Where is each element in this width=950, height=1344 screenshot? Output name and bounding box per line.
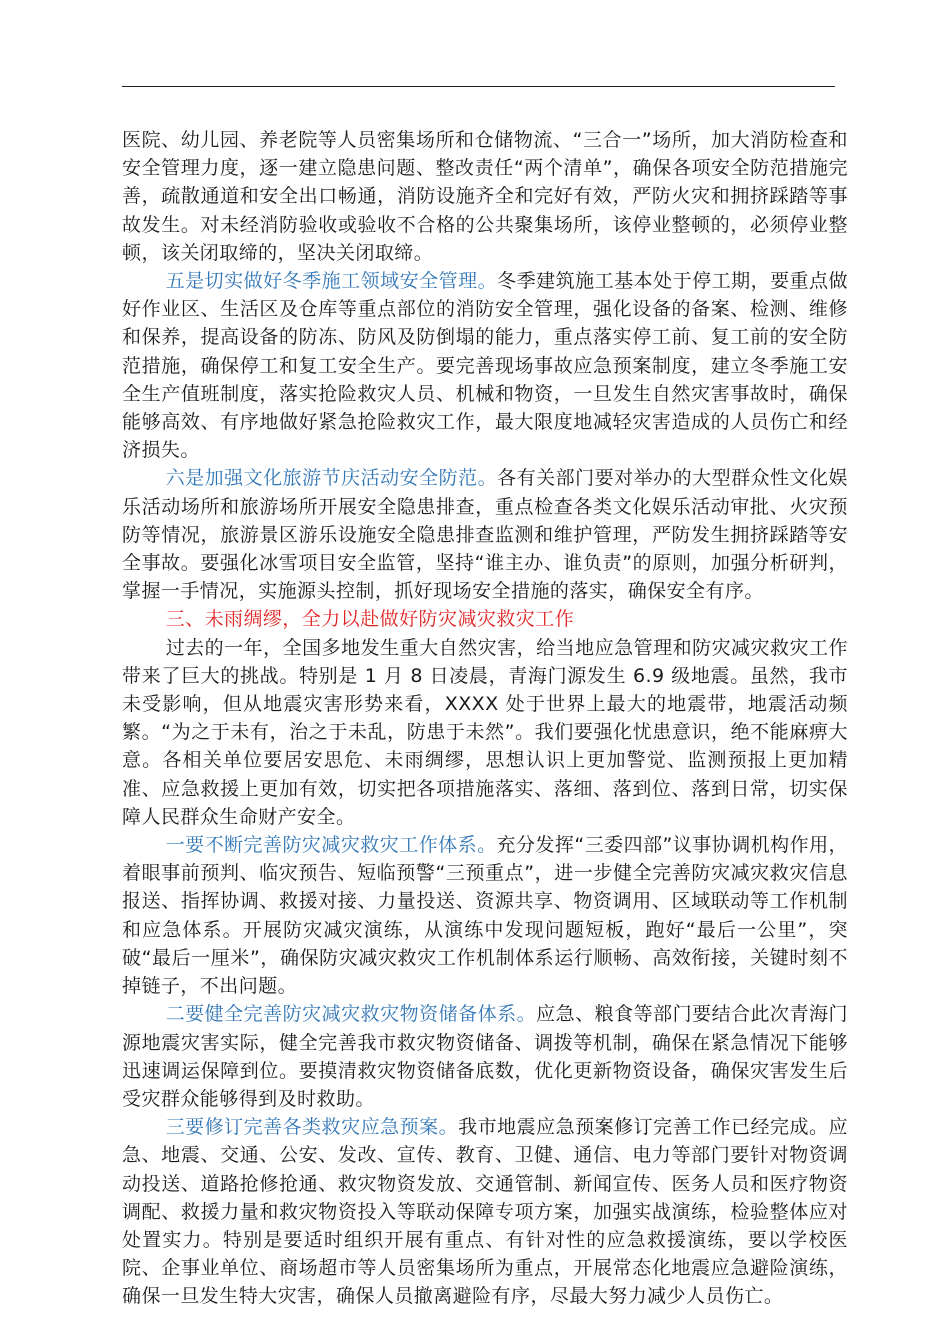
paragraph-text: 我市地震应急预案修订完善工作已经完成。应急、地震、交通、公安、发改、宣传、教育、卫健、通信、电力等部门要针对物资调动投送、道路抢修抢通、救灾物资发放、交通管制、新闻宣传、医务人员和医疗物资调配、救援力量和救灾物资投入等联动保障专项方案，加强实战演练，检验整体应对处置实力。特别是要适时组织开展有重点、有针对性的应急救援演练，要以学校医院、企事业单位、商场超市等人员密集场所为重点，开展常态化地震应急避险演练，确保一旦发生特大灾害，确保人员撤离避险有序，尽最大努力减少人员伤亡。 bbox=[122, 1116, 848, 1308]
paragraph-lead-highlight: 六是加强文化旅游节庆活动安全防范。 bbox=[165, 467, 498, 490]
paragraph-text: 过去的一年，全国多地发生重大自然灾害，给当地应急管理和防灾减灾救灾工作带来了巨大的挑战。特别是 1 月 8 日凌晨，青海门源发生 6.9 级地震。虽然，我市未受影响，但从地震灾害形势来看，XXXX 处于世界上最大的地震带，地震活动频繁。“为之于未有，治之于未乱，防患于未然”。我们要强化忧患意识，绝不能麻痹大意。各相关单位要居安思危、未雨绸缪，思想认识上更加警觉、监测预报上更加精准、应急救援上更加有效，切实把各项措施落实、落细、落到位、落到日常，切实保障人民群众生命财产安全。 bbox=[122, 636, 848, 828]
paragraph-cultural-tourism bbox=[122, 464, 848, 605]
paragraph-continuation bbox=[122, 126, 848, 267]
paragraph-text: 各有关部门要对举办的大型群众性文化娱乐活动场所和旅游场所开展安全隐患排查，重点检查各类文化娱乐活动审批、火灾预防等情况，旅游景区游乐设施安全隐患排查监测和维护管理，严防发生拥挤踩踏等安全事故。要强化冰雪项目安全监管，坚持“谁主办、谁负责”的原则，加强分析研判，掌握一手情况，实施源头控制，抓好现场安全措施的落实，确保安全有序。 bbox=[122, 467, 848, 603]
paragraph-lead-highlight: 一要不断完善防灾减灾救灾工作体系。 bbox=[165, 834, 497, 857]
section-title: 三、未雨绸缪，全力以赴做好防灾减灾救灾工作 bbox=[165, 608, 575, 631]
paragraph-winter-construction bbox=[122, 267, 848, 464]
paragraph-lead-highlight: 二要健全完善防灾减灾救灾物资储备体系。 bbox=[165, 1003, 537, 1026]
paragraph-text: 充分发挥“三委四部”议事协调机构作用，着眼事前预判、临灾预告、短临预警“三预重点”，进一步健全完善防灾减灾救灾信息报送、指挥协调、救援对接、力量投送、资源共享、物资调用、区域联动等工作机制和应急体系。开展防灾减灾演练，从演练中发现问题短板，跑好“最后一公里”，突破“最后一厘米”，确保防灾减灾救灾工作机制体系运行顺畅、高效衔接，关键时刻不掉链子，不出问题。 bbox=[122, 834, 848, 998]
paragraph-emergency-plans bbox=[122, 1113, 848, 1310]
paragraph-text: 应急、粮食等部门要结合此次青海门源地震灾害实际，健全完善我市救灾物资储备、调拨等机制，确保在紧急情况下能够迅速调运保障到位。要摸清救灾物资储备底数，优化更新物资设备，确保灾害发生后受灾群众能够得到及时救助。 bbox=[122, 1003, 848, 1110]
paragraph-material-reserve bbox=[122, 1000, 848, 1113]
paragraph-text: 医院、幼儿园、养老院等人员密集场所和仓储物流、“三合一”场所，加大消防检查和安全管理力度，逐一建立隐患问题、整改责任“两个清单”，确保各项安全防范措施完善，疏散通道和安全出口畅通，消防设施齐全和完好有效，严防火灾和拥挤踩踏等事故发生。对未经消防验收或验收不合格的公共聚集场所，该停业整顿的，必须停业整顿，该关闭取缔的，坚决关闭取缔。 bbox=[122, 129, 848, 264]
paragraph-lead-highlight: 三要修订完善各类救灾应急预案。 bbox=[165, 1116, 459, 1139]
document-body bbox=[122, 126, 848, 1311]
paragraph-text: 冬季建筑施工基本处于停工期，要重点做好作业区、生活区及仓库等重点部位的消防安全管理，强化设备的备案、检测、维修和保养，提高设备的防冻、防风及防倒塌的能力，重点落实停工前、复工前的安全防范措施，确保停工和复工安全生产。要完善现场事故应急预案制度，建立冬季施工安全生产值班制度，落实抢险救灾人员、机械和物资，一旦发生自然灾害事故时，确保能够高效、有序地做好紧急抢险救灾工作，最大限度地减轻灾害造成的人员伤亡和经济损失。 bbox=[122, 270, 848, 462]
paragraph-work-system bbox=[122, 831, 848, 1000]
paragraph-section-intro bbox=[122, 634, 848, 831]
header-rule bbox=[122, 86, 835, 87]
paragraph-lead-highlight: 五是切实做好冬季施工领域安全管理。 bbox=[165, 270, 498, 293]
